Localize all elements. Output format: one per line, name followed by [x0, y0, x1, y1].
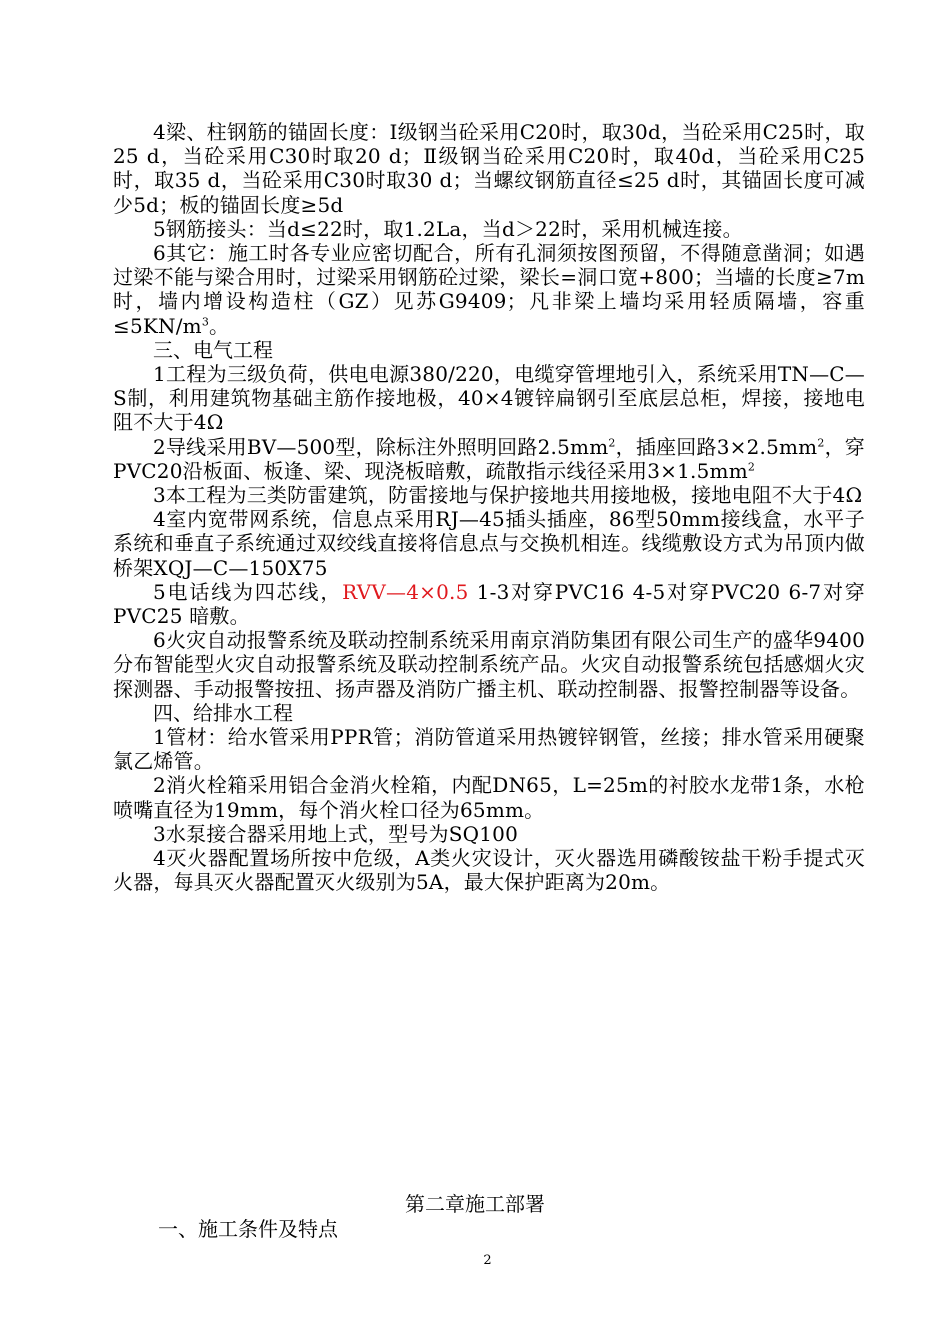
para-rebar-joint: 5钢筋接头：当d≤22时，取1.2La，当d＞22时，采用机械连接。	[153, 216, 743, 241]
para-elec-fire-alarm: 6火灾自动报警系统及联动控制系统采用南京消防集团有限公司生产的盛华9400分布智能型火灾自动报警系统及联动控制系统产品。火灾自动报警系统包括感烟火灾探测器、手动报警按扭、扬声器及消防广播主机、联动控制器、报警控制器等设备。	[113, 628, 865, 701]
para-elec-broadband: 4室内宽带网系统，信息点采用RJ—45插头插座，86型50mm接线盒，水平子系统和垂直子系统通过双绞线直接将信息点与交换机相连。线缆敷设方式为吊顶内做桥架XQJ—C—150X75	[113, 507, 865, 580]
para-anchorage-length: 4梁、柱钢筋的锚固长度：Ⅰ级钢当砼采用C20时，取30d，当砼采用C25时，取25 d，当砼采用C30时取20 d；Ⅱ级钢当砼采用C20时，取40d，当砼采用C25时，取35 d，当砼采用C30时取30 d；当螺纹钢筋直径≤25 d时，其锚固长度可减少5d；板的锚固长度≥5d	[113, 120, 865, 217]
phone-text-post: 1-3对穿PVC16 4-5对穿PVC20 6-7对穿PVC25 暗敷。	[113, 579, 865, 629]
section-heading: 一、施工条件及特点	[158, 1217, 338, 1241]
para-other	[113, 241, 865, 338]
phone-text-pre: 5电话线为四芯线，	[153, 579, 343, 604]
wire-text-b: ，插座回路3×2.5mm	[615, 434, 818, 459]
superscript-sq-3: 2	[747, 460, 756, 474]
superscript-sq-2: 2	[817, 435, 825, 449]
para-other-text: 6其它：施工时各专业应密切配合，所有孔洞须按图预留，不得随意凿洞；如遇过梁不能与梁合用时，过梁采用钢筋砼过梁，梁长=洞口宽+800；当墙的长度≥7m时，墙内增设构造柱（GZ）见苏G9409；凡非梁上墙均采用轻质隔墙，容重≤5KN/m	[113, 241, 865, 338]
superscript-sq-1: 2	[608, 435, 616, 449]
para-hydrant-box: 2消火栓箱采用铝合金消火栓箱，内配DN65，L=25m的衬胶水龙带1条，水枪喷嘴直径为19mm，每个消火栓口径为65mm。	[113, 773, 865, 822]
page-number: 2	[483, 1253, 492, 1268]
wire-text-a: 2导线采用BV—500型，除标注外照明回路2.5mm	[153, 434, 609, 459]
para-elec-load: 1工程为三级负荷，供电电源380/220，电缆穿管埋地引入，系统采用TN—C—S制，利用建筑物基础主筋作接地极，40×4镀锌扁钢引至底层总柜，焊接，接地电阻不大于4Ω	[113, 362, 865, 435]
para-water-pipe: 1管材：给水管采用PPR管；消防管道采用热镀锌钢管，丝接；排水管采用硬聚氯乙烯管。	[113, 725, 865, 774]
para-pump-adapter: 3水泵接合器采用地上式，型号为SQ100	[153, 821, 518, 846]
phone-cable-type: RVV—4×0.5	[342, 579, 469, 604]
wire-text-c: ，穿PVC20沿板面、板逢、梁、现浇板暗敷，疏散指示线径采用3×1.5mm	[113, 434, 865, 483]
heading-plumbing: 四、给排水工程	[153, 700, 293, 725]
para-extinguisher: 4灭火器配置场所按中危级，A类火灾设计，灭火器选用磷酸铵盐干粉手提式灭火器，每具灭火器配置灭火级别为5A，最大保护距离为20m。	[113, 846, 865, 895]
body-text	[113, 120, 865, 895]
chapter-heading: 第二章施工部署	[405, 1192, 545, 1216]
para-elec-lightning: 3本工程为三类防雷建筑，防雷接地与保护接地共用接地极，接地电阻不大于4Ω	[153, 483, 863, 508]
para-other-end: 。	[209, 313, 230, 338]
para-elec-phone	[113, 580, 865, 628]
superscript-cubed: 3	[201, 314, 210, 328]
para-elec-wire	[113, 435, 865, 483]
heading-electrical: 三、电气工程	[153, 337, 273, 362]
